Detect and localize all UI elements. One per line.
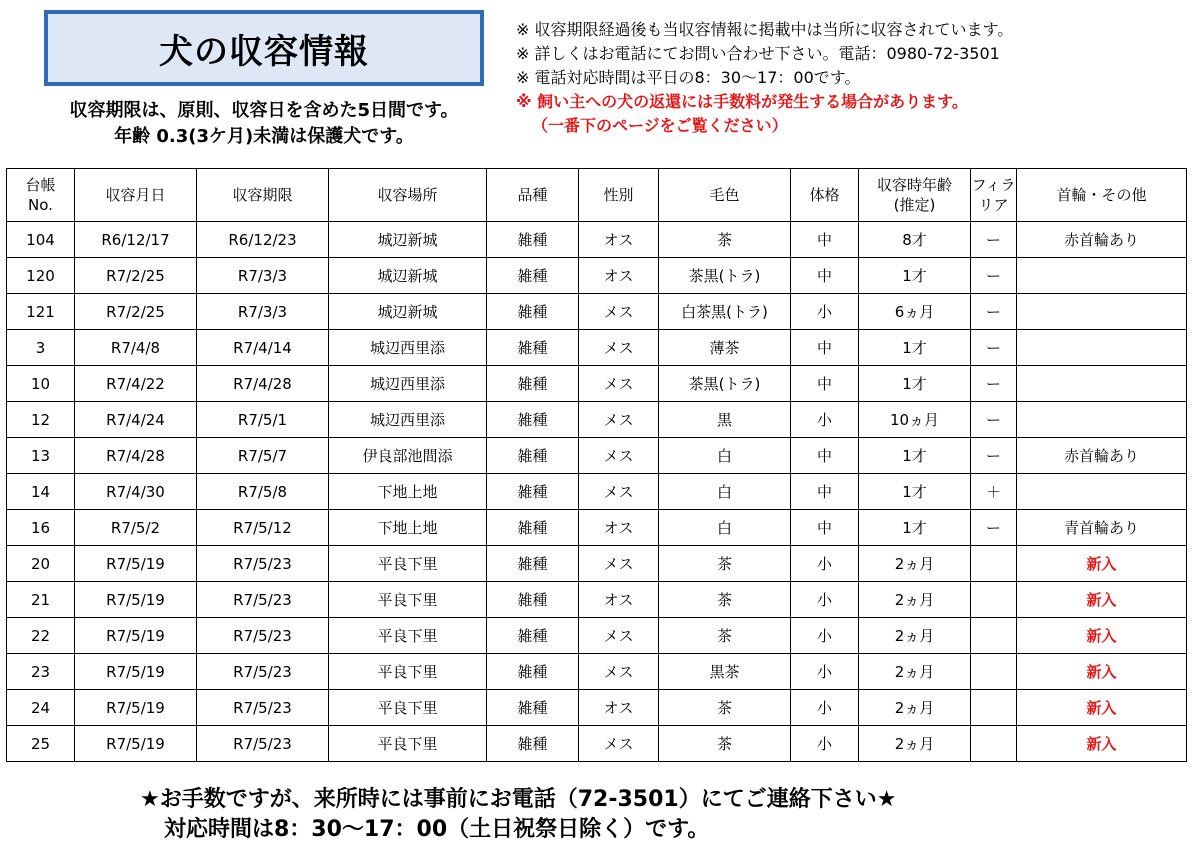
cell-collar-other	[1017, 330, 1187, 366]
cell-size: 小	[791, 726, 859, 762]
cell-sex: メス	[579, 402, 659, 438]
table-row	[7, 546, 1187, 582]
cell-breed: 雑種	[487, 258, 579, 294]
table-row	[7, 330, 1187, 366]
cell-coat-color: 白	[659, 438, 791, 474]
cell-coat-color: 黒茶	[659, 654, 791, 690]
cell-sex: メス	[579, 330, 659, 366]
cell-intake-date: R6/12/17	[75, 222, 197, 258]
cell-intake-date: R7/4/8	[75, 330, 197, 366]
cell-filaria: ー	[971, 438, 1017, 474]
header-intake-date	[75, 169, 197, 222]
cell-size: 小	[791, 402, 859, 438]
cell-filaria: ー	[971, 402, 1017, 438]
header-text: 品種	[517, 186, 548, 204]
cell-intake-date: R7/2/25	[75, 294, 197, 330]
cell-estimated-age: 8才	[859, 222, 971, 258]
cell-holding-deadline: R7/5/1	[197, 402, 329, 438]
cell-filaria	[971, 726, 1017, 762]
cell-estimated-age: 1才	[859, 330, 971, 366]
cell-holding-deadline: R7/5/23	[197, 546, 329, 582]
cell-sex: メス	[579, 618, 659, 654]
cell-size: 中	[791, 438, 859, 474]
table-row	[7, 726, 1187, 762]
cell-size: 小	[791, 582, 859, 618]
header-text: 首輪・その他	[1056, 186, 1147, 204]
table-body	[7, 222, 1187, 762]
cell-breed: 雑種	[487, 690, 579, 726]
cell-ledger-no: 23	[7, 654, 75, 690]
cell-size: 小	[791, 294, 859, 330]
cell-estimated-age: 6ヵ月	[859, 294, 971, 330]
cell-filaria	[971, 690, 1017, 726]
header-intake-location	[329, 169, 487, 222]
cell-breed: 雑種	[487, 438, 579, 474]
cell-intake-location: 下地上地	[329, 510, 487, 546]
page-title: 犬の収容情報	[159, 31, 369, 72]
cell-intake-location: 城辺新城	[329, 222, 487, 258]
cell-intake-location: 平良下里	[329, 654, 487, 690]
header-breed	[487, 169, 579, 222]
cell-breed: 雑種	[487, 330, 579, 366]
header-text: 体格	[809, 186, 840, 204]
cell-coat-color: 茶	[659, 690, 791, 726]
header-text: リア	[978, 196, 1009, 214]
cell-sex: オス	[579, 690, 659, 726]
table-row	[7, 294, 1187, 330]
cell-breed: 雑種	[487, 402, 579, 438]
note-after-deadline: ※ 収容期限経過後も当収容情報に掲載中は当所に収容されています。	[516, 20, 1014, 39]
footer-hours-note: 対応時間は8：30～17：00（土日祝祭日除く）です。	[164, 817, 710, 842]
cell-filaria	[971, 654, 1017, 690]
cell-sex: オス	[579, 222, 659, 258]
cell-intake-date: R7/5/19	[75, 690, 197, 726]
cell-coat-color: 薄茶	[659, 330, 791, 366]
cell-filaria: ー	[971, 222, 1017, 258]
cell-intake-date: R7/5/19	[75, 654, 197, 690]
cell-size: 小	[791, 546, 859, 582]
cell-filaria: ー	[971, 366, 1017, 402]
cell-sex: メス	[579, 438, 659, 474]
cell-intake-date: R7/5/19	[75, 726, 197, 762]
cell-sex: メス	[579, 726, 659, 762]
table-row	[7, 366, 1187, 402]
cell-holding-deadline: R7/5/23	[197, 726, 329, 762]
cell-intake-location: 平良下里	[329, 618, 487, 654]
cell-size: 中	[791, 474, 859, 510]
cell-intake-location: 平良下里	[329, 690, 487, 726]
cell-intake-location: 城辺新城	[329, 258, 487, 294]
cell-size: 小	[791, 690, 859, 726]
cell-collar-other	[1017, 294, 1187, 330]
cell-ledger-no: 104	[7, 222, 75, 258]
cell-sex: メス	[579, 294, 659, 330]
table-row	[7, 618, 1187, 654]
note-see-bottom-page: （一番下のページをご覧ください）	[532, 116, 788, 135]
cell-collar-other: 新入	[1017, 582, 1187, 618]
table-header-row	[7, 169, 1187, 222]
cell-collar-other: 新入	[1017, 618, 1187, 654]
cell-size: 中	[791, 366, 859, 402]
cell-intake-location: 城辺西里添	[329, 330, 487, 366]
cell-sex: メス	[579, 474, 659, 510]
header-coat-color	[659, 169, 791, 222]
holding-period-note: 収容期限は、原則、収容日を含めた5日間です。	[69, 100, 459, 121]
cell-coat-color: 黒	[659, 402, 791, 438]
cell-filaria: ー	[971, 510, 1017, 546]
cell-ledger-no: 22	[7, 618, 75, 654]
cell-collar-other	[1017, 474, 1187, 510]
cell-intake-date: R7/2/25	[75, 258, 197, 294]
cell-sex: メス	[579, 654, 659, 690]
cell-ledger-no: 21	[7, 582, 75, 618]
cell-breed: 雑種	[487, 726, 579, 762]
table-row	[7, 510, 1187, 546]
cell-estimated-age: 2ヵ月	[859, 618, 971, 654]
header-holding-deadline	[197, 169, 329, 222]
cell-estimated-age: 1才	[859, 474, 971, 510]
cell-sex: オス	[579, 258, 659, 294]
header-text: 収容期限	[232, 186, 293, 204]
table-row	[7, 438, 1187, 474]
table-row	[7, 582, 1187, 618]
cell-collar-other: 赤首輪あり	[1017, 438, 1187, 474]
cell-breed: 雑種	[487, 222, 579, 258]
cell-collar-other	[1017, 366, 1187, 402]
cell-intake-date: R7/4/30	[75, 474, 197, 510]
cell-coat-color: 茶	[659, 546, 791, 582]
cell-size: 中	[791, 222, 859, 258]
cell-collar-other: 新入	[1017, 690, 1187, 726]
cell-coat-color: 茶	[659, 726, 791, 762]
cell-size: 中	[791, 510, 859, 546]
cell-intake-date: R7/5/2	[75, 510, 197, 546]
header-text: 毛色	[709, 186, 740, 204]
cell-ledger-no: 16	[7, 510, 75, 546]
cell-coat-color: 茶	[659, 222, 791, 258]
header-text: 収容月日	[105, 186, 166, 204]
cell-ledger-no: 24	[7, 690, 75, 726]
cell-size: 小	[791, 654, 859, 690]
cell-holding-deadline: R7/4/14	[197, 330, 329, 366]
cell-breed: 雑種	[487, 474, 579, 510]
note-return-fee: ※ 飼い主への犬の返還には手数料が発生する場合があります。	[516, 92, 968, 111]
cell-holding-deadline: R7/5/8	[197, 474, 329, 510]
cell-ledger-no: 14	[7, 474, 75, 510]
cell-coat-color: 茶黒(トラ)	[659, 366, 791, 402]
cell-intake-location: 城辺西里添	[329, 366, 487, 402]
cell-coat-color: 白	[659, 474, 791, 510]
header-estimated-age	[859, 169, 971, 222]
cell-filaria: ー	[971, 330, 1017, 366]
cell-holding-deadline: R7/5/12	[197, 510, 329, 546]
header-size	[791, 169, 859, 222]
cell-estimated-age: 1才	[859, 366, 971, 402]
cell-intake-date: R7/4/22	[75, 366, 197, 402]
cell-breed: 雑種	[487, 546, 579, 582]
cell-breed: 雑種	[487, 654, 579, 690]
cell-filaria: ー	[971, 258, 1017, 294]
cell-holding-deadline: R7/5/23	[197, 654, 329, 690]
cell-collar-other: 赤首輪あり	[1017, 222, 1187, 258]
cell-sex: オス	[579, 582, 659, 618]
header-ledger-no	[7, 169, 75, 222]
cell-ledger-no: 20	[7, 546, 75, 582]
cell-holding-deadline: R7/3/3	[197, 258, 329, 294]
cell-size: 小	[791, 618, 859, 654]
table-row	[7, 402, 1187, 438]
cell-coat-color: 白	[659, 510, 791, 546]
cell-intake-location: 伊良部池間添	[329, 438, 487, 474]
table-row	[7, 654, 1187, 690]
cell-intake-date: R7/4/24	[75, 402, 197, 438]
cell-holding-deadline: R6/12/23	[197, 222, 329, 258]
header-filaria	[971, 169, 1017, 222]
header-text: 収容場所	[377, 186, 438, 204]
cell-intake-date: R7/5/19	[75, 618, 197, 654]
footer-contact-note: ★お手数ですが、来所時には事前にお電話（72-3501）にてご連絡下さい★	[140, 787, 897, 812]
cell-filaria: ＋	[971, 474, 1017, 510]
cell-breed: 雑種	[487, 366, 579, 402]
cell-ledger-no: 120	[7, 258, 75, 294]
cell-holding-deadline: R7/5/23	[197, 618, 329, 654]
cell-intake-date: R7/5/19	[75, 546, 197, 582]
cell-intake-date: R7/5/19	[75, 582, 197, 618]
cell-ledger-no: 121	[7, 294, 75, 330]
cell-estimated-age: 1才	[859, 438, 971, 474]
cell-coat-color: 白茶黒(トラ)	[659, 294, 791, 330]
cell-size: 中	[791, 330, 859, 366]
cell-sex: メス	[579, 366, 659, 402]
cell-breed: 雑種	[487, 294, 579, 330]
cell-collar-other: 新入	[1017, 546, 1187, 582]
cell-estimated-age: 2ヵ月	[859, 690, 971, 726]
protected-dog-note: 年齢 0.3(3ケ月)未満は保護犬です。	[114, 126, 414, 147]
cell-intake-date: R7/4/28	[75, 438, 197, 474]
table-row	[7, 258, 1187, 294]
table-row	[7, 222, 1187, 258]
cell-coat-color: 茶黒(トラ)	[659, 258, 791, 294]
header-text: 台帳	[25, 176, 56, 194]
cell-intake-location: 平良下里	[329, 582, 487, 618]
cell-holding-deadline: R7/3/3	[197, 294, 329, 330]
cell-filaria	[971, 582, 1017, 618]
cell-filaria	[971, 618, 1017, 654]
cell-holding-deadline: R7/5/23	[197, 690, 329, 726]
cell-breed: 雑種	[487, 510, 579, 546]
dog-table	[6, 168, 1187, 762]
cell-ledger-no: 13	[7, 438, 75, 474]
notes-block	[516, 18, 1013, 138]
cell-filaria: ー	[971, 294, 1017, 330]
cell-estimated-age: 1才	[859, 510, 971, 546]
cell-estimated-age: 1才	[859, 258, 971, 294]
table-row	[7, 690, 1187, 726]
title-box	[44, 10, 484, 86]
cell-holding-deadline: R7/5/7	[197, 438, 329, 474]
cell-sex: オス	[579, 510, 659, 546]
cell-estimated-age: 2ヵ月	[859, 546, 971, 582]
cell-collar-other	[1017, 402, 1187, 438]
header-text: 性別	[603, 186, 634, 204]
note-phone-inquiry: ※ 詳しくはお電話にてお問い合わせ下さい。電話：0980-72-3501	[516, 44, 1000, 63]
cell-ledger-no: 10	[7, 366, 75, 402]
cell-intake-location: 平良下里	[329, 726, 487, 762]
header-text: フィラ	[971, 176, 1016, 194]
cell-sex: メス	[579, 546, 659, 582]
header-sex	[579, 169, 659, 222]
cell-estimated-age: 2ヵ月	[859, 654, 971, 690]
header-text: 収容時年齢	[876, 176, 952, 194]
cell-collar-other: 新入	[1017, 726, 1187, 762]
cell-intake-location: 城辺西里添	[329, 402, 487, 438]
cell-estimated-age: 10ヵ月	[859, 402, 971, 438]
cell-ledger-no: 25	[7, 726, 75, 762]
header-collar-other	[1017, 169, 1187, 222]
cell-size: 中	[791, 258, 859, 294]
cell-breed: 雑種	[487, 618, 579, 654]
cell-holding-deadline: R7/5/23	[197, 582, 329, 618]
header-text: No.	[28, 196, 53, 214]
cell-intake-location: 平良下里	[329, 546, 487, 582]
cell-holding-deadline: R7/4/28	[197, 366, 329, 402]
cell-filaria	[971, 546, 1017, 582]
cell-ledger-no: 12	[7, 402, 75, 438]
cell-intake-location: 下地上地	[329, 474, 487, 510]
table-row	[7, 474, 1187, 510]
note-phone-hours: ※ 電話対応時間は平日の8：30～17：00です。	[516, 68, 861, 87]
cell-estimated-age: 2ヵ月	[859, 582, 971, 618]
cell-coat-color: 茶	[659, 582, 791, 618]
cell-estimated-age: 2ヵ月	[859, 726, 971, 762]
cell-collar-other: 青首輪あり	[1017, 510, 1187, 546]
cell-collar-other	[1017, 258, 1187, 294]
cell-ledger-no: 3	[7, 330, 75, 366]
cell-breed: 雑種	[487, 582, 579, 618]
header-text: (推定)	[893, 196, 936, 214]
cell-coat-color: 茶	[659, 618, 791, 654]
cell-intake-location: 城辺新城	[329, 294, 487, 330]
cell-collar-other: 新入	[1017, 654, 1187, 690]
